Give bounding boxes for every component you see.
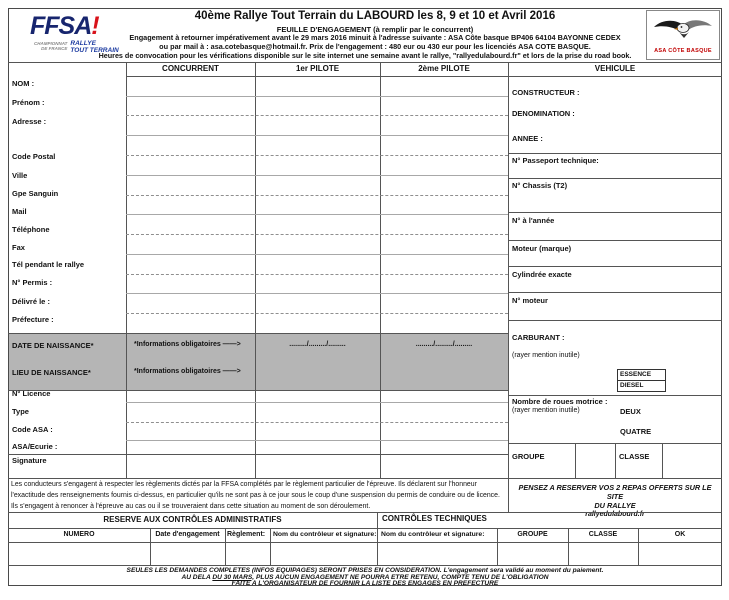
date-dots-pilote1: ........./........./......... xyxy=(289,341,346,348)
footer-line2-pre: AU DELA xyxy=(181,573,213,581)
row-line xyxy=(126,234,508,235)
asa-logo-text: ASA CÔTE BASQUE xyxy=(654,47,712,54)
grid-line xyxy=(8,62,722,63)
fuel-option-essence: ESSENCE xyxy=(618,370,665,381)
footer-line2-underlined: DU 30 MARS, xyxy=(212,573,255,581)
admin-controls-header: RESERVE AUX CONTRÔLES ADMINISTRATIFS xyxy=(103,515,282,524)
grid-line xyxy=(508,292,722,293)
grid-line xyxy=(377,512,378,528)
veh-label-cylindree: Cylindrée exacte xyxy=(512,270,572,279)
grid-line xyxy=(508,320,722,321)
row-line xyxy=(126,115,508,116)
veh-label-numero-annee: N° à l'année xyxy=(512,216,555,225)
repas-line2: DU RALLYE xyxy=(594,501,636,510)
veh-label-numero-moteur: N° moteur xyxy=(512,296,548,305)
grid-line xyxy=(8,390,508,391)
roues-option-quatre: QUATRE xyxy=(620,427,652,436)
field-label-permis: N° Permis : xyxy=(12,278,53,287)
grid-line xyxy=(8,565,722,566)
grid-line xyxy=(270,528,271,565)
grid-line xyxy=(8,512,722,513)
ffsa-logo xyxy=(30,12,130,54)
tech-controls-header: CONTRÔLES TECHNIQUES xyxy=(382,514,487,523)
row-line xyxy=(126,195,508,196)
grid-line xyxy=(508,62,509,478)
grid-line xyxy=(126,76,722,77)
grid-line xyxy=(380,62,381,478)
row-line xyxy=(126,440,508,441)
grid-line xyxy=(255,62,256,478)
grid-line xyxy=(8,528,722,529)
repas-line1: PENSEZ A RESERVER VOS 2 REPAS OFFERTS SUR LE SITE xyxy=(518,483,712,501)
repas-site-url: rallyedulabourd.fr xyxy=(585,511,645,518)
col-header-1er-pilote: 1er PILOTE xyxy=(295,64,340,73)
row-line xyxy=(126,422,508,423)
mail-price-line: ou par mail à : asa.cotebasque@hotmail.fr. Prix de l'engagement : 480 eur ou 430 eur pour les licenciés ASA COTE BASQUE. xyxy=(159,41,591,51)
veh-label-chassis: N° Chassis (T2) xyxy=(512,181,568,190)
col-header-vehicule: VEHICULE xyxy=(594,64,636,73)
bt-header-controleur-admin: Nom du contrôleur et signature: xyxy=(273,531,377,538)
date-dots-pilote2: ........./........./......... xyxy=(415,341,473,348)
ffsa-de-france: DE FRANCE xyxy=(41,46,68,51)
grid-line xyxy=(225,528,226,565)
field-label-telephone: Téléphone xyxy=(12,225,50,234)
roues-option-deux: DEUX xyxy=(620,407,641,416)
grid-line xyxy=(508,395,722,396)
bt-header-controleur-tech: Nom du contrôleur et signature: xyxy=(381,531,485,538)
form-subtitle: FEUILLE D'ENGAGEMENT (à remplir par le concurrent) xyxy=(276,25,474,34)
veh-label-classe: CLASSE xyxy=(619,452,650,461)
veh-label-denomination: DENOMINATION : xyxy=(512,109,575,118)
grid-line xyxy=(8,542,722,543)
obligatoire-note-1: *Informations obligatoires ——> xyxy=(134,341,241,348)
bt-header-ok: OK xyxy=(674,531,686,538)
col-header-concurrent: CONCURRENT xyxy=(162,64,219,73)
ffsa-rallye: RALLYE xyxy=(70,40,96,47)
field-label-nom: NOM : xyxy=(12,79,35,88)
veh-label-passeport: N° Passeport technique: xyxy=(512,156,599,165)
row-line xyxy=(126,402,508,403)
veh-label-annee: ANNEE : xyxy=(512,134,543,143)
veh-label-groupe: GROUPE xyxy=(512,452,545,461)
grid-line xyxy=(126,62,127,478)
ffsa-tout-terrain: TOUT TERRAIN xyxy=(70,46,119,54)
veh-label-carburant: CARBURANT : xyxy=(512,333,565,342)
row-line xyxy=(126,155,508,156)
field-label-fax: Fax xyxy=(12,243,25,252)
carburant-note: (rayer mention inutile) xyxy=(512,352,580,359)
field-label-asa-ecurie: ASA/Ecurie : xyxy=(12,442,58,451)
veh-label-roues: Nombre de roues motrice : xyxy=(512,397,608,406)
repas-notice xyxy=(510,483,720,519)
bt-header-date-engagement: Date d'engagement xyxy=(155,531,220,538)
field-label-tel-rallye: Tél pendant le rallye xyxy=(12,260,85,269)
row-line xyxy=(126,175,508,176)
grid-line xyxy=(8,478,722,479)
bt-header-groupe: GROUPE xyxy=(517,531,548,538)
eagle-icon xyxy=(652,17,714,48)
field-label-gpe-sanguin: Gpe Sanguin xyxy=(12,189,59,198)
row-line xyxy=(126,135,508,136)
fuel-option-diesel: DIESEL xyxy=(620,382,644,389)
field-label-ville: Ville xyxy=(12,171,28,180)
footer-line3: FAITE A L'ORGANISATEUR DE FOURNIR LA LISTE DES ENGAGES EN PREFECTURE xyxy=(231,580,499,587)
grid-line xyxy=(508,266,722,267)
page-title: 40ème Rallye Tout Terrain du LABOURD les 8, 9 et 10 et Avril 2016 xyxy=(194,10,556,22)
return-instructions: Engagement à retourner impérativement avant le 29 mars 2016 minuit à l'adresse suivante : ASA Côte basque BP406 64104 BAYONNE CEDEX xyxy=(129,33,621,42)
grid-line xyxy=(8,333,508,334)
field-label-code-asa: Code ASA : xyxy=(12,425,53,434)
grid-line xyxy=(377,528,378,565)
field-label-code-postal: Code Postal xyxy=(12,152,56,161)
field-label-date-naissance: DATE DE NAISSANCE* xyxy=(12,341,94,350)
field-label-signature: Signature xyxy=(12,456,47,465)
grid-line xyxy=(8,454,508,455)
footer-line2-post: PLUS AUCUN ENGAGEMENT NE POURRA ETRE RETENU, COMPTE TENU DE L'OBLIGATION xyxy=(254,573,549,581)
ffsa-logo-slash: ! xyxy=(91,12,100,40)
col-header-2eme-pilote: 2ème PILOTE xyxy=(418,64,470,73)
grid-line xyxy=(508,178,722,179)
grid-line xyxy=(662,443,663,478)
grid-line xyxy=(615,443,616,478)
field-label-lieu-naissance: LIEU DE NAISSANCE* xyxy=(12,368,91,377)
ffsa-logo-text: FFSA xyxy=(30,12,92,40)
ffsa-championnat: CHAMPIONNAT xyxy=(34,41,68,46)
veh-label-constructeur: CONSTRUCTEUR : xyxy=(512,88,580,97)
row-line xyxy=(126,214,508,215)
field-label-prenom: Prénom : xyxy=(12,98,45,107)
bt-header-numero: NUMERO xyxy=(63,531,95,538)
grid-line xyxy=(508,212,722,213)
row-line xyxy=(126,313,508,314)
declaration-text: Les conducteurs s'engagent à respecter les règlements dictés par la FFSA complétés par le règlement particulier de l'épreuve. Ils déclarent sur l'honneur l'exactitude des renseignements fournis ci-dessus, en particulier qu'ils ne sont pas à ce jour sous le coup d'une suspension du permis de conduire ou de licence. Ils s'engagent à renoncer à l'épreuve au cas ou il se trouveraient dans cette situation au moment de son déroulement. xyxy=(11,481,500,510)
grid-line xyxy=(575,443,576,478)
field-label-adresse: Adresse : xyxy=(12,117,47,126)
obligatoire-note-2: *Informations obligatoires ——> xyxy=(134,368,241,375)
convocation-line: Heures de convocation pour les vérifications disponible sur le site internet une semaine avant le rallye, "rallyedulabourd.fr" et lors de la prise du road book. xyxy=(98,51,632,60)
field-label-delivre: Délivré le : xyxy=(12,297,50,306)
row-line xyxy=(126,274,508,275)
fuel-type-box xyxy=(617,369,666,392)
field-label-mail: Mail xyxy=(12,207,27,216)
field-label-prefecture: Préfecture : xyxy=(12,315,54,324)
grid-line xyxy=(508,240,722,241)
field-label-type: Type xyxy=(12,407,29,416)
row-line xyxy=(126,96,508,97)
grid-line xyxy=(508,153,722,154)
grid-line xyxy=(508,478,509,512)
roues-note: (rayer mention inutile) xyxy=(512,407,580,414)
row-line xyxy=(126,254,508,255)
row-line xyxy=(126,293,508,294)
footer-line1: SEULES LES DEMANDES COMPLETES (INFOS EQUIPAGES) SERONT PRISES EN CONSIDERATION. L'engagement sera validé au moment du paiement. xyxy=(126,567,604,574)
field-label-licence: N° Licence xyxy=(12,389,51,398)
bt-header-classe: CLASSE xyxy=(588,531,618,538)
veh-label-moteur-marque: Moteur (marque) xyxy=(512,244,572,253)
bt-header-reglement: Règlement: xyxy=(227,531,266,538)
